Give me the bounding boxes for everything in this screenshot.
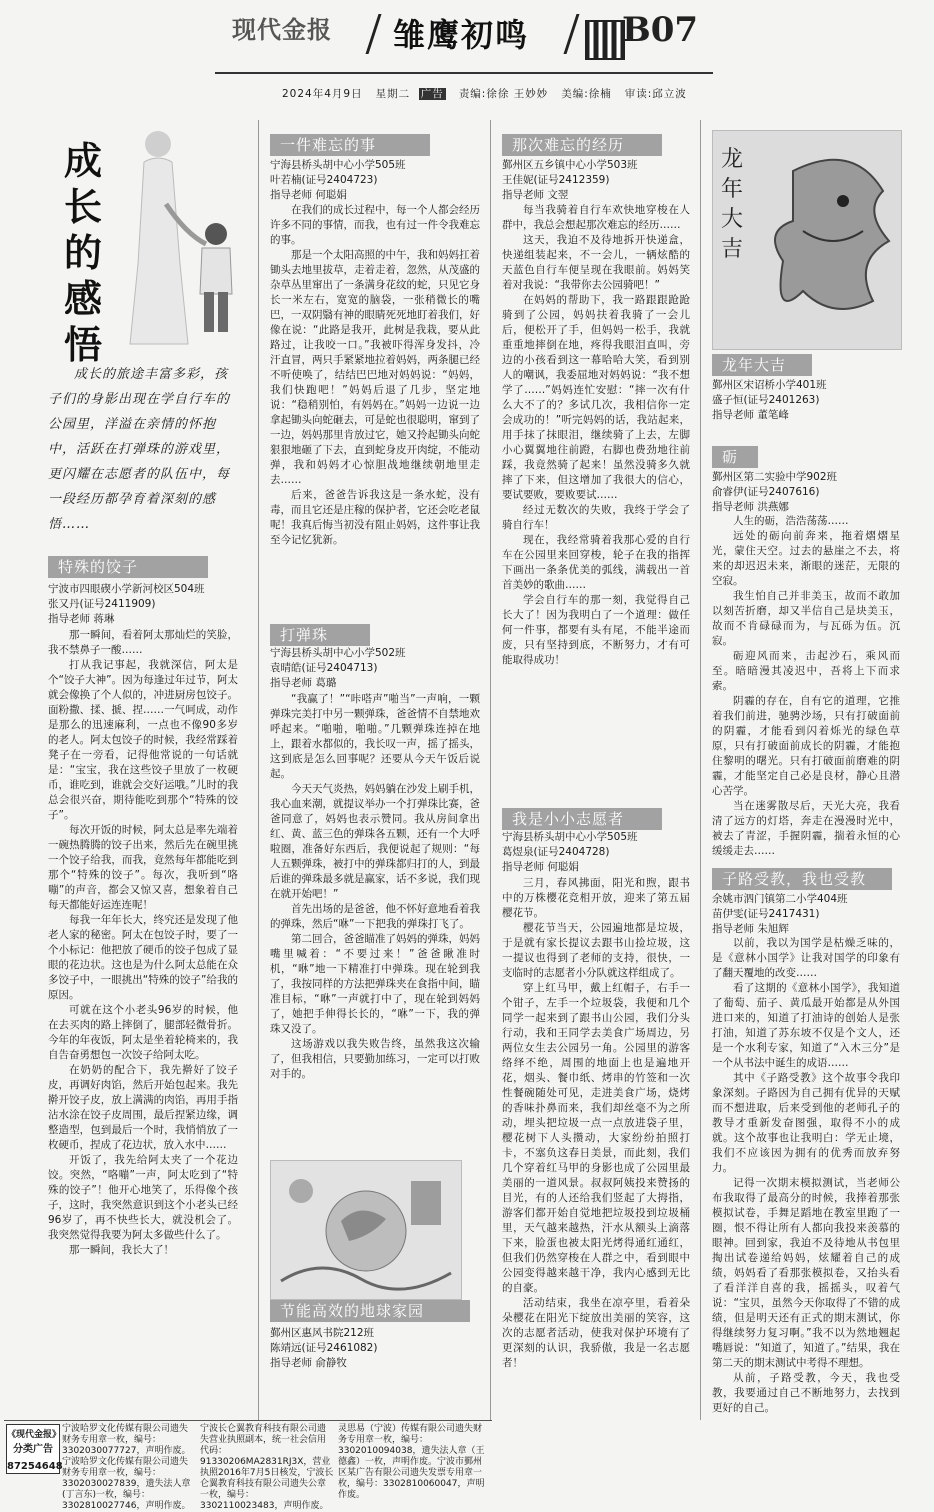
ads-top-rule [4, 1420, 492, 1421]
ads-label-paper: 《现代金报》 [7, 1430, 62, 1440]
byline-school: 鄞州区第二实验中学902班 [712, 471, 838, 483]
byline-teacher: 指导老师 葛璐 [270, 677, 337, 689]
ad-tag: 广告 [420, 88, 444, 100]
paragraph: 记得一次期末模拟测试，当老师公布我取得了最高分的时候，我捧着那张模拟试卷，手舞足蹈地在教室里跑了一圈，恨不得让所有人都向我投来羡慕的眼神。回到家，我迫不及待地从书包里掏出试卷递给妈妈，炫耀着自己的成绩，妈妈看了看那张模拟卷，又抬头看了看洋洋自喜的我，摇摇头，叹着气说：“宝贝，虽然今天你取得了不错的成绩，但是明天还有正式的期末测试，你得继续努力复习啊。”我不以为然地翘起嘴唇说：“知道了，知道了。”结果，我在第二天的期末测试中考得不理想。 [712, 1177, 900, 1369]
byline-author: 葛煜泉(证号2404728) [502, 846, 610, 858]
article-title-danzhu: 打弹珠 [270, 624, 370, 646]
byline-yijian [270, 158, 480, 203]
byline-nawang [502, 158, 690, 203]
ads-label-box [6, 1424, 63, 1474]
article-title-jiaozi: 特殊的饺子 [48, 556, 208, 578]
byline-school: 宁海县桥头胡中心小学505班 [270, 159, 406, 171]
ad-item: 宁波哈罗文化传媒有限公司遗失财务专用章一枚，编号：3302030077727，声明作废。宁波哈罗文化传媒有限公司遗失财务专用章一枚，编号：3302030027839，遗失法人章(丁言东)一枚，编号：3302810027746，声明作废。 [62, 1424, 191, 1511]
paragraph: 其中《子路受教》这个故事令我印象深刻。子路因为自己拥有优异的天赋而不想进取，后来受到他的老师孔子的教导才重新发奋图强，取得不小的成就。这个故事也让我明白：学无止境，我们不应该因为拥有的优秀而放弃努力。 [712, 1072, 900, 1174]
article-body-li [712, 514, 900, 859]
byline-jiaozi [48, 582, 238, 627]
column-divider [700, 120, 701, 1420]
ads-label-title: 分类广告 [13, 1444, 53, 1455]
byline-author: 王佳妮(证号2412359) [502, 174, 610, 186]
paragraph: 那是一个太阳高照的中午，我和妈妈扛着锄头去地里拔草，走着走着，忽然，从茂盛的杂草丛里窜出了一条满身花纹的蛇，只见它身长一米左右，宽宽的脑袋，一张稍微长的嘴巴，一双阴翳有神的眼睛死死地盯着我们，好像在说：“此路是我开，此树是我栽，要从此路过，让我咬一口。”我被吓得浑身发抖，冷汗直冒，两只手紧紧地拉着妈妈，两条腿已经不听使唤了，结结巴巴地对妈妈说：“妈妈，我们快跑吧！”妈妈后退了几步，坚定地说：“稳稍别怕，有妈妈在。”妈妈一边说一边拿起锄头向蛇砸去，可是蛇也很聪明，窜到了一边，妈妈那里肯放过它，她又拎起锄头向蛇狠狠地砸了下去，直到蛇身皮开肉绽，不能动弹，我和妈妈才心惊胆战地继续朝地里走去…… [270, 249, 480, 486]
byline-author: 袁晴皓(证号2404713) [270, 662, 378, 674]
ad-item: 灵思易（宁波）传媒有限公司遗失财务专用章一枚，编号：3302010094038，遗失法人章（王德鑫）一枚，声明作废。宁波市鄞州区某广告有限公司遗失发票专用章一枚，编号：3302810060047，声明作废。 [338, 1424, 485, 1500]
article-body-zhiyuanzhe [502, 876, 690, 1371]
qr-code-icon [585, 20, 625, 60]
ad-item: 宁波长仑翼教育科技有限公司遗失营业执照副本，统一社会信用代码：91330206MA2831RJ3X，营业执照2016年7月5日核发，宁波长仑翼教育科技有限公司遗失公章一枚，编号：3302110023483，声明作废。 [200, 1424, 334, 1511]
issue-weekday: 星期二 [375, 88, 411, 100]
paragraph: 第二回合，爸爸瞄准了妈妈的弹珠，妈妈嘴里喊着：“不要过来！”爸爸瞅准时机，“咻”地一下精准打中弹珠。现在轮到我了，我按同样的方法把弹珠夹在食指中间，瞄准目标，“咻”一声就打中了，现在轮到妈妈了，她把手伸得长长的，“咻”一下，我的弹珠又没了。 [270, 933, 480, 1035]
byline-author: 陈靖远(证号2461082) [270, 1342, 378, 1354]
paragraph: 樱花节当天，公园遍地都是垃圾，于是就有家长提议去跟书山捡垃圾，这一提议也得到了老师的支持，很快，一支临时的志愿者小分队就这样组成了。 [502, 922, 690, 979]
paragraph: 现在，我经常骑着我那心爱的自行车在公园里来回穿梭，轮子在我的指挥下画出一条条优美的弧线，满载出一首首美妙的歌曲…… [502, 534, 690, 591]
page-number: B07 [622, 10, 699, 50]
byline-jieneng [270, 1326, 460, 1371]
paragraph: 砺迎风而来，击起沙石，乘风而至。暗暗漫其凌迟中，吾将上下而求索。 [712, 650, 900, 692]
paragraph: 我生怕自己并非美玉，故而不敢加以刻苦折磨，却又半信自己是块美玉，故而不肯碌碌而为，与瓦砾为伍。沉寂。 [712, 590, 900, 647]
column-divider [258, 120, 259, 1420]
article-body-danzhu [270, 692, 480, 1082]
ads-phone: 87254648 [7, 1461, 63, 1472]
earth-artwork [270, 1160, 462, 1300]
byline-teacher: 指导老师 董笔峰 [712, 409, 789, 421]
paragraph: 在我们的成长过程中，每一个人都会经历许多不同的事情，而我，也有过一件令我难忘的事。 [270, 204, 480, 246]
paragraph: 在奶奶的配合下，我先擀好了饺子皮，再调好肉馅，然后开始包起来。我先擀开饺子皮，放上满满的肉馅，再用手指沾水涂在饺子皮周围，最后捏紧边缘，调整造型，包到最后一个时，我悄悄放了一枚硬币，捏成了花边状，放入水中…… [48, 1064, 238, 1151]
byline-author: 叶若楠(证号2404723) [270, 174, 378, 186]
paragraph: 那一瞬间，我长大了！ [69, 1244, 174, 1256]
section-name: 雏鹰初鸣 [393, 16, 530, 54]
paragraph: 这天，我迫不及待地拆开快递盒，快递组装起来，不一会儿，一辆炫酷的天蓝色自行车便呈现在我眼前。妈妈笑着对我说：“我带你去公园骑吧！” [502, 234, 690, 291]
paragraph: 穿上红马甲，戴上红帽子，右手一个钳子，左手一个垃圾袋，我便和几个同学一起来到了跟书山公园，我们分头行动，我和王同学去美食广场周边，另两位女生去公园另一角。公园里的游客络绎不绝，周围的地面上也是遍地开花，烟头、餐巾纸、烤串的竹签和一次性餐碗随处可见，走进美食广场，烧烤的香味扑鼻而来，我们却丝毫不为之所动，埋头把垃圾一点一点放进袋子里，樱花树下人头攒动，大家纷纷拍照打卡，不塞负这春日美景，而此刻，我们几个穿着红马甲的身影也成了公园里最美丽的一道风景。叔叔阿姨投来赞扬的目光，有的人还给我们竖起了大拇指，游客们都开始自觉地把垃圾投到垃圾桶里，天气越来越热，汗水从额头上滴落下来，脸蛋也被太阳光烤得通红通红，但我们仍然穿梭在人群之中，看到眼中公园变得越来越干净，我内心感到无比的自豪。 [502, 982, 690, 1294]
paragraph: 每当我骑着自行车欢快地穿梭在人群中，我总会想起那次难忘的经历…… [502, 204, 690, 231]
paragraph: 在妈妈的帮助下，我一路跟跟跄跄骑到了公园，妈妈扶着我骑了一会儿后，便松开了手，但妈妈一松手，我就重重地摔倒在地，疼得我眼泪直叫，旁边的小孩看到这一幕哈哈大笑，看到别人的嘲讽，我委屈地对妈妈说：“我不想学了……”妈妈连忙安慰：“摔一次有什么大不了的？多试几次，我相信你一定会成功的！”听完妈妈的话，我站起来，用手抹了抹眼泪，继续骑了上去，左脚小心翼翼地往前蹬，右脚也费劲地往前踩，我竟然骑了起来！虽然没骑多久就摔了下来，但这增加了我很大的信心，要试要败，要败要试…… [502, 294, 690, 501]
issue-info [282, 86, 687, 101]
byline-zhiyuanzhe [502, 830, 690, 875]
paragraph: 开饭了，我先给阿太夹了一个花边饺。突然，“咯嘣”一声，阿太吃到了“特殊的饺子”！他开心地笑了，乐得像个孩子，这时，我突然意识到这个小老头已经96岁了，再不快些长大，就没机会了。我突然觉得我要为阿太多做些什么了。 [48, 1154, 238, 1241]
article-title-zilu: 子路受教，我也受教 [712, 868, 892, 890]
paragraph: 从前，子路受教，今天，我也受教，我要通过自己不断地努力，去找到更好的自己。 [712, 1372, 900, 1414]
article-body-nawang [502, 203, 690, 668]
masthead-rule [215, 72, 713, 74]
article-title-zhiyuanzhe: 我是小小志愿者 [502, 808, 662, 830]
mother-child-illustration [126, 124, 246, 360]
byline-teacher: 指导老师 俞静牧 [270, 1357, 347, 1369]
paragraph: 后来，爸爸告诉我这是一条水蛇，没有毒，而且它还是庄稼的保护者，它还会吃老鼠呢！我真后悔当初没有阻止妈妈，这件事让我至今记忆犹新。 [270, 489, 480, 546]
byline-teacher: 指导老师 朱旭辉 [712, 923, 789, 935]
article-title-yijian: 一件难忘的事 [270, 134, 430, 156]
proofreader: 审读:邱立波 [624, 88, 687, 100]
byline-teacher: 指导老师 文翌 [502, 189, 569, 201]
paragraph: 阴霾的存在，自有它的道理，它推着我们前进，驰骋沙场，只有打破面前的阴霾，才能看到闪着烁光的绿色草原，只有打破面前成长的阴霾，才能抱住黎明的曙光。只有打破面前磨难的阴霾，才能坚定自己必是良材，静心且潜心苦学。 [712, 695, 900, 797]
paragraph: 打从我记事起，我就深信，阿太是个“饺子大神”。因为每逢过年过节，阿太就会像换了个人似的，冲进厨房包饺子。面粉撒、揉、搋、捏……一气呵成，动作是那么的迅速麻利，一点也不像90多岁的老人。阿太包饺子的时候，我经常踩着凳子在一旁看，记得他常说的一句话就是：“宝宝，我在这些饺子里放了一枚硬币，谁吃到，谁就会交好运哦。”儿时的我总会很兴奋，期待能吃到那个“特殊的饺子”。 [48, 659, 238, 821]
paragraph: 每次开饭的时候，阿太总是率先端着一碗热腾腾的饺子出来，然后先在碗里挑一个饺子给我，而我，竟然每年都能吃到那个“特殊的饺子”。每次，我听到“咯嘣”的声音，都会又惊又喜，想象着自己每天都能好运连连呢！ [48, 824, 238, 911]
byline-li [712, 470, 900, 515]
paragraph: 人生的砺，浩浩荡荡…… [733, 515, 849, 527]
article-body-zilu [712, 936, 900, 1416]
paragraph: 学会自行车的那一刻，我觉得自己长大了！因为我明白了一个道理：做任何一件事，都要有头有尾，不能半途而废，只有坚持到底，不断努力，才有可能取得成功！ [502, 594, 690, 666]
paragraph: 每我一年年长大，终究还是发现了他老人家的秘密。阿太在包饺子时，要了一个小标记：他把放了硬币的饺子包成了显眼的花边状。这也是为什么阿太总能在众多饺子中，一眼挑出“特殊的饺子”给我的原因。 [48, 914, 238, 1001]
issue-date: 2024年4月9日 [282, 88, 363, 100]
paragraph: 经过无数次的失败，我终于学会了骑自行车！ [502, 504, 690, 531]
masthead-divider [564, 14, 580, 54]
article-title-li: 砺 [712, 446, 758, 468]
byline-school: 宁海县桥头胡中心小学505班 [502, 831, 638, 843]
column-divider [490, 120, 491, 1420]
feature-title: 成长的感悟 [64, 138, 103, 367]
article-title-jieneng: 节能高效的地球家园 [270, 1300, 470, 1322]
paragraph: 那一瞬间，看着阿太那灿烂的笑脸，我不禁鼻子一酸…… [48, 629, 238, 656]
paragraph: 首先出场的是爸爸，他不怀好意地看着我的弹珠，然后“咻”一下把我的弹珠打飞了。 [270, 903, 480, 930]
byline-author: 俞睿伊(证号2407616) [712, 486, 820, 498]
byline-author: 苗伊雯(证号2417431) [712, 908, 820, 920]
dragon-art-text: 龙年大吉 [721, 147, 744, 262]
article-body-jiaozi [48, 628, 238, 1258]
masthead-divider [366, 14, 382, 54]
byline-teacher: 指导老师 何聪娟 [502, 861, 579, 873]
byline-school: 宁波市四眼碶小学新河校区504班 [48, 583, 205, 595]
byline-longnian [712, 378, 900, 423]
paragraph: 三月，春风拂面，阳光和煦，跟书中的万株樱花竞相开放，迎来了第五届樱花节。 [502, 877, 690, 919]
art-editor: 美编:徐楠 [561, 88, 612, 100]
paragraph: 这场游戏以我失败告终，虽然我这次输了，但我相信，只要勤加练习，一定可以打败对手的。 [270, 1038, 480, 1080]
paragraph: 可就在这个小老头96岁的时候，他在去买肉的路上摔倒了，腿部轻微骨折。今年的年夜饭，阿太是坐着轮椅来的，我自告奋勇想包一次饺子给阿太吃。 [48, 1004, 238, 1061]
byline-zilu [712, 892, 900, 937]
paragraph: 今天天气炎热，妈妈躺在沙发上刷手机，我心血来潮，就提议举办一个打弹珠比赛，爸爸同意了，妈妈也表示赞同。我从房间拿出红、黄、蓝三色的弹珠各五颗，还有一个大呼啦圈，准备好东西后，我便说起了规则：“每人五颗弹珠，被打中的弹珠都归打的人，到最后谁的弹珠最多就是赢家，话不多说，我们现在就开始吧！” [270, 783, 480, 900]
byline-teacher: 指导老师 洪燕娜 [712, 501, 789, 513]
byline-school: 鄞州区五乡镇中心小学503班 [502, 159, 638, 171]
byline-author: 盛子恒(证号2401263) [712, 394, 820, 406]
byline-author: 张又丹(证号2411909) [48, 598, 156, 610]
paragraph: “我赢了！”“咔嗒声”啪当”一声响，一颗弹珠完美打中另一颗弹珠，爸爸情不自禁地欢呼起来。“啪啪，啪啪。”几颗弹珠连掉在地上，跟着水都似的，我长叹一声，摇了摇头，这到底是怎么回事呢？还要从今天午饭后说起。 [270, 693, 480, 780]
byline-danzhu [270, 646, 480, 691]
article-title-longnian: 龙年大吉 [712, 354, 812, 376]
dragon-artwork [712, 130, 902, 350]
byline-school: 宁海县桥头胡中心小学502班 [270, 647, 406, 659]
editor: 责编:徐徐 王妙妙 [458, 88, 549, 100]
article-title-nawang: 那次难忘的经历 [502, 134, 662, 156]
paragraph: 远处的砺向前奔来，拖着熠熠星光，蒙住天空。过去的悬崖之不去，将来的却迟迟未来，渐眼的迷茫，无限的空寂。 [712, 530, 900, 587]
byline-teacher: 指导老师 蒋琳 [48, 613, 115, 625]
paper-name: 现代金报 [232, 15, 332, 44]
article-body-yijian [270, 203, 480, 548]
byline-school: 鄞州区惠风书院212班 [270, 1327, 375, 1339]
paragraph: 看了这期的《意林小国学》，我知道了葡萄、茄子、黄瓜最开始都是从外国进口来的，知道了打油诗的创始人是张打油，知道了苏东坡不仅是个文人，还是一个水利专家，知道了“入木三分”是一个从书法中诞生的成语…… [712, 982, 900, 1069]
byline-school: 余姚市泗门镇第二小学404班 [712, 893, 848, 905]
feature-intro: 成长的旅途丰富多彩，孩子们的身影出现在学自行车的公园里，洋溢在亲情的怀抱中，活跃在打弹珠的游戏里，更闪耀在志愿者的队伍中，每一段经历都孕育着深刻的感悟…… [48, 367, 231, 532]
byline-school: 鄞州区宋诏桥小学401班 [712, 379, 827, 391]
paragraph: 以前，我以为国学是枯燥乏味的，是《意林小国学》让我对国学的印象有了翻天覆地的改变…… [712, 937, 900, 979]
byline-teacher: 指导老师 何聪娟 [270, 189, 347, 201]
paragraph: 当在迷雾散尽后，天光大亮，我看清了远方的灯塔，奔走在漫漫时光中，被去了青涩，手握阴霾，揣着永恒的心缓缓走去…… [712, 800, 900, 857]
paragraph: 活动结束，我坐在凉亭里，看着朵朵樱花在阳光下绽放出美丽的笑容，这次的志愿者活动，使我对保护环境有了更深刻的认识，我骄傲，我是一名志愿者！ [502, 1297, 690, 1369]
